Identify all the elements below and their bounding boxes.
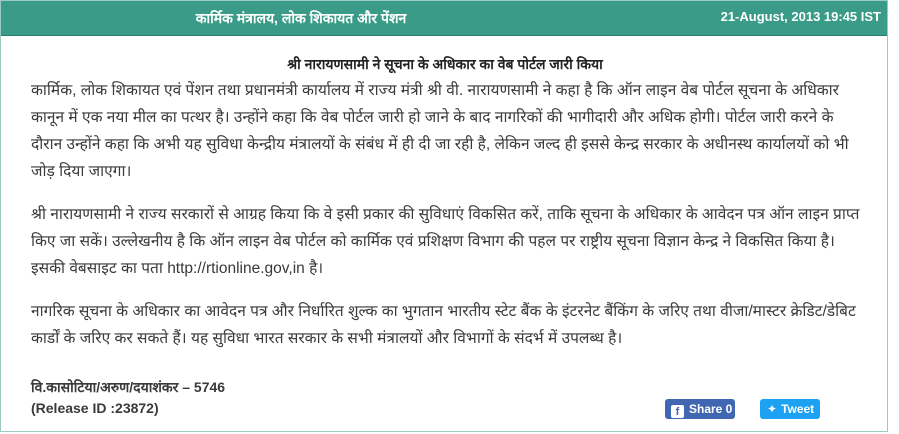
article-title: श्री नारायणसामी ने सूचना के अधिकार का वेब पोर्टल जारी किया <box>287 56 603 72</box>
author-signature: वि.कासोटिया/अरुण/दयाशंकर – 5746 <box>31 379 226 395</box>
article-paragraph-1: कार्मिक, लोक शिकायत एवं पेंशन तथा प्रधानमंत्री कार्यालय में राज्य मंत्री श्री वी. नारायणसामी ने कहा है कि ऑन लाइन वेब पोर्टल सूचना के अधिकार कानून में एक नया मील का पत्थर है। उन्होंने कहा कि वेब पोर्टल जारी हो जाने के बाद नागरिकों की भागीदारी और अधिक होगी। पोर्टल जारी करने के दौरान उन्होंने कहा कि अभी यह सुविधा केन्द्रीय मंत्रालयों के संबंध में ही दी जा रही है, लेकिन जल्द ही इससे केन्द्र सरकार के अधीनस्थ कार्यालयों को भी जोड़ दिया जाएगा। <box>31 82 849 180</box>
release-id: (Release ID :23872) <box>31 400 159 416</box>
header-bar <box>1 1 887 36</box>
share-label: Share 0 <box>689 402 733 416</box>
tweet-label: Tweet <box>781 402 815 416</box>
tweet-button[interactable] <box>760 399 820 419</box>
twitter-bird-icon: ✦ <box>767 402 778 416</box>
facebook-share-button[interactable] <box>665 399 735 419</box>
article-body <box>31 77 861 368</box>
ministry-name: कार्मिक मंत्रालय, लोक शिकायत और पेंशन <box>195 10 407 26</box>
release-datetime: 21-August, 2013 19:45 IST <box>720 9 881 24</box>
article-paragraph-2: श्री नारायणसामी ने राज्य सरकारों से आग्रह किया कि वे इसी प्रकार की सुविधाएं विकसित करें, ताकि सूचना के अधिकार के आवेदन पत्र ऑन लाइन प्राप्त किए जा सकें। उल्लेखनीय है कि ऑन लाइन वेब पोर्टल को कार्मिक एवं प्रशिक्षण विभाग की पहल पर राष्ट्रीय सूचना विज्ञान केन्द्र ने विकसित किया है। इसकी वेबसाइट का पता http://rtionline.gov,in है। <box>31 206 860 277</box>
facebook-icon: f <box>671 405 684 418</box>
article-paragraph-3: नागरिक सूचना के अधिकार का आवेदन पत्र और निर्धारित शुल्क का भुगतान भारतीय स्टेट बैंक के इंटरनेट बैंकिंग के जरिए तथा वीजा/मास्टर क्रेडिट/डेबिट कार्डों के जरिए कर सकते हैं। यह सुविधा भारत सरकार के सभी मंत्रालयों और विभागों के संदर्भ में उपलब्ध है। <box>31 303 856 347</box>
